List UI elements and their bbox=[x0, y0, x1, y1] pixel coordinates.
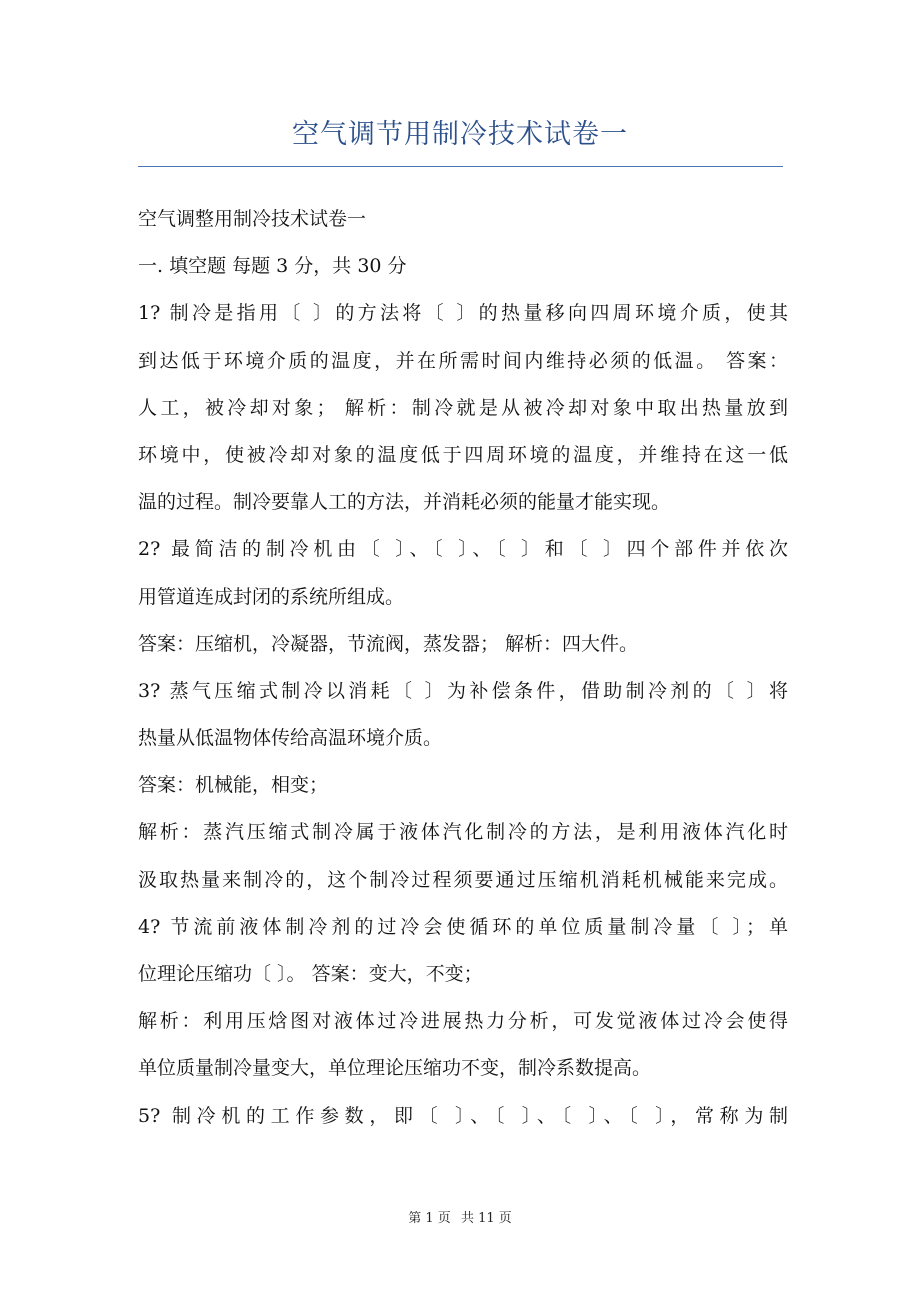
doc-line: 3? 蒸气压缩式制冷以消耗〔 〕为补偿条件，借助制冷剂的〔 〕将 bbox=[138, 679, 788, 702]
page-number: 第 1 页 bbox=[408, 1211, 451, 1226]
doc-line: 1? 制冷是指用〔 〕的方法将〔 〕的热量移向四周环境介质，使其 bbox=[138, 302, 788, 325]
doc-line: 5? 制冷机的工作参数，即〔 〕、〔 〕、〔 〕、〔 〕，常称为制 bbox=[138, 1104, 788, 1127]
doc-line-section-heading: 一. 填空题 每题 3 分，共 30 分 bbox=[138, 255, 407, 278]
doc-line: 位理论压缩功〔 〕。 答案：变大，不变； bbox=[138, 963, 483, 985]
doc-line: 热量从低温物体传给高温环境介质。 bbox=[138, 727, 443, 750]
page-total: 共 11 页 bbox=[460, 1211, 512, 1226]
doc-line: 环境中，使被冷却对象的温度低于四周环境的温度，并维持在这一低 bbox=[138, 443, 788, 466]
title-divider bbox=[138, 166, 783, 167]
doc-line: 到达低于环境介质的温度，并在所需时间内维持必须的低温。 答案： bbox=[138, 349, 788, 372]
page-title: 空气调节用制冷技术试卷一 bbox=[292, 119, 628, 150]
doc-line: 4? 节流前液体制冷剂的过冷会使循环的单位质量制冷量〔 〕；单 bbox=[138, 915, 788, 938]
doc-line: 解析：利用压焓图对液体过冷进展热力分析，可发觉液体过冷会使得 bbox=[138, 1010, 788, 1033]
doc-line: 解析：蒸汽压缩式制冷属于液体汽化制冷的方法，是利用液体汽化时 bbox=[138, 821, 788, 844]
doc-line: 2? 最简洁的制冷机由〔 〕、〔 〕、〔 〕和〔 〕四个部件并依次 bbox=[138, 538, 788, 561]
doc-line: 单位质量制冷量变大，单位理论压缩功不变，制冷系数提高。 bbox=[138, 1057, 652, 1080]
doc-line: 答案：机械能，相变； bbox=[138, 774, 329, 797]
doc-line: 答案：压缩机，冷凝器，节流阀，蒸发器； 解析：四大件。 bbox=[138, 632, 639, 655]
page-footer bbox=[0, 1207, 920, 1226]
document-body bbox=[138, 196, 788, 1140]
doc-line: 人工，被冷却对象； 解析：制冷就是从被冷却对象中取出热量放到 bbox=[138, 396, 788, 419]
doc-line: 用管道连成封闭的系统所组成。 bbox=[138, 585, 405, 608]
doc-line: 汲取热量来制冷的，这个制冷过程须要通过压缩机消耗机械能来完成。 bbox=[138, 868, 788, 891]
doc-line-subtitle: 空气调整用制冷技术试卷一 bbox=[138, 208, 367, 230]
doc-line: 温的过程。制冷要靠人工的方法，并消耗必须的能量才能实现。 bbox=[138, 491, 671, 514]
